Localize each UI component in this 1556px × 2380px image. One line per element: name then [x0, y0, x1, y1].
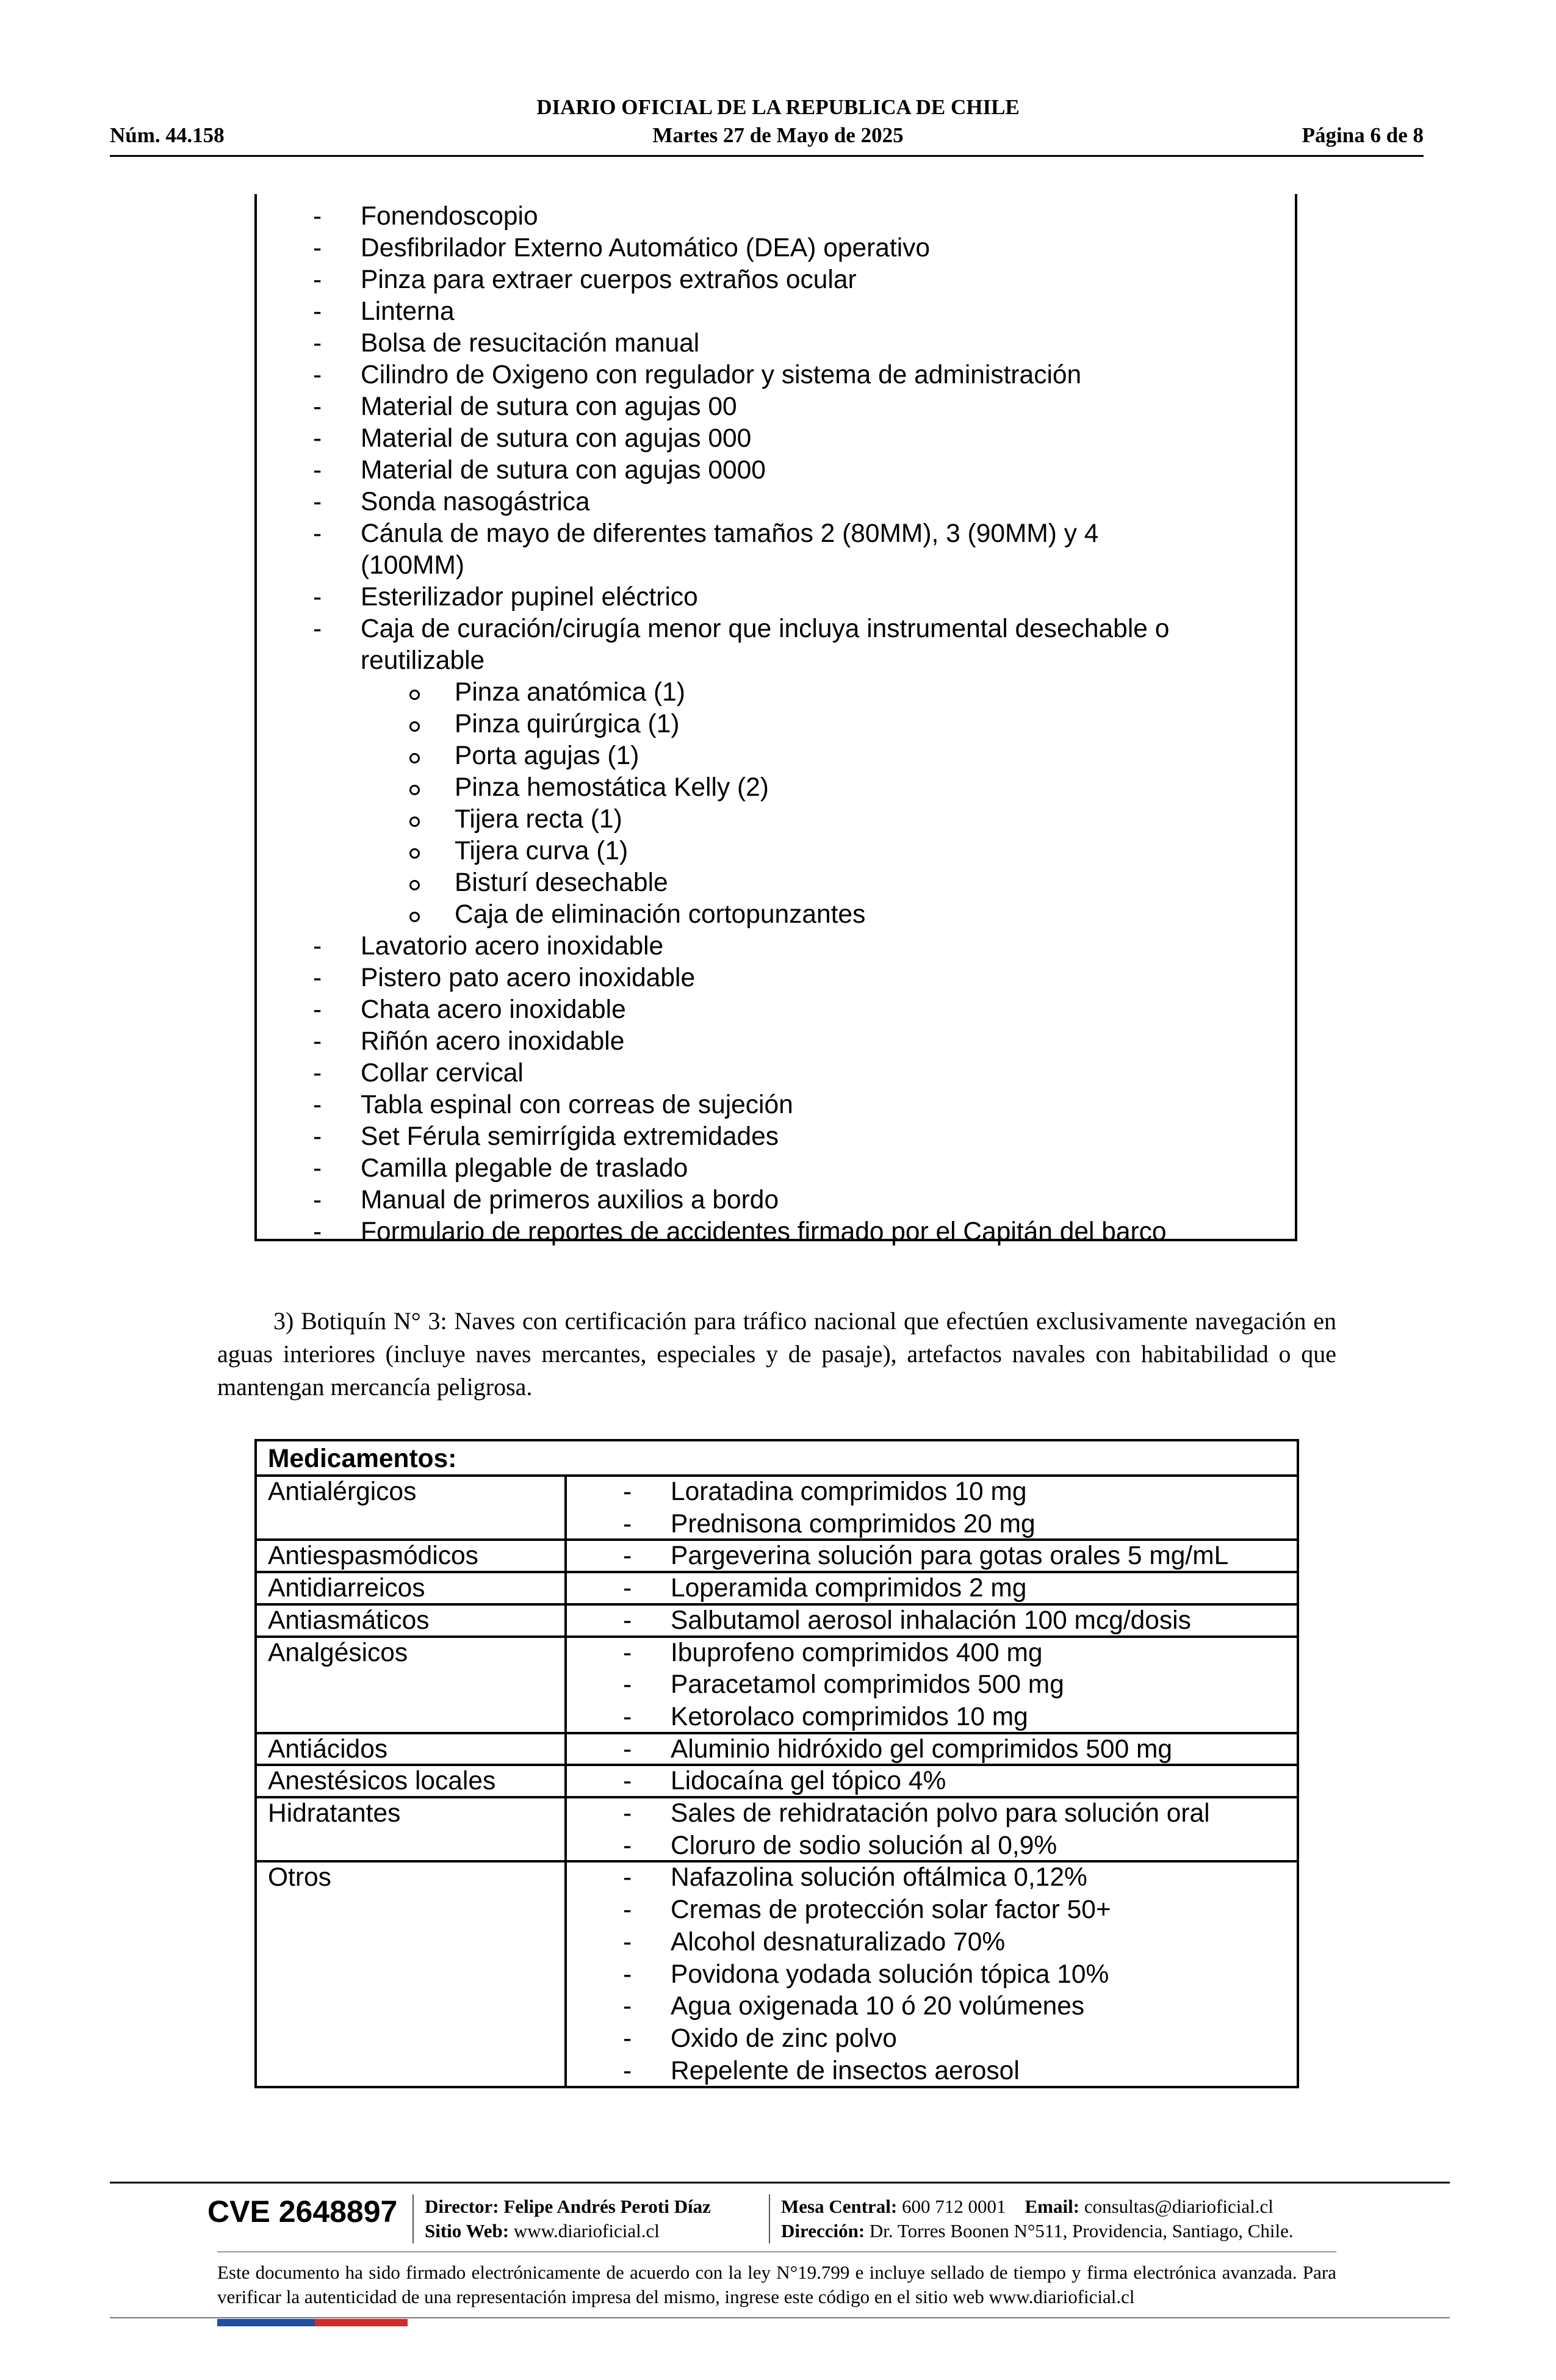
- medication-dash: -: [623, 1895, 632, 1925]
- list-item: Fonendoscopio: [361, 202, 538, 231]
- medication-item: Paracetamol comprimidos 500 mg: [671, 1670, 1064, 1700]
- medications-heading: Medicamentos:: [268, 1444, 457, 1473]
- footer-divider: [110, 2182, 1450, 2183]
- list-item: (100MM): [361, 551, 465, 580]
- director-name: Felipe Andrés Peroti Díaz: [503, 2196, 711, 2217]
- mesa-label: Mesa Central:: [781, 2196, 898, 2217]
- medication-dash: -: [623, 1992, 632, 2021]
- flag-stripe-blue: [217, 2319, 315, 2326]
- medication-item: Lidocaína gel tópico 4%: [671, 1767, 946, 1796]
- list-item: Lavatorio acero inoxidable: [361, 932, 664, 961]
- medication-category: Analgésicos: [268, 1638, 408, 1667]
- medication-category: Antiácidos: [268, 1734, 388, 1764]
- list-bullet-circle-icon: [409, 690, 420, 700]
- list-bullet-dash: -: [313, 519, 322, 548]
- list-item: reutilizable: [361, 646, 485, 675]
- medication-item: Loperamida comprimidos 2 mg: [671, 1574, 1027, 1603]
- list-bullet-circle-icon: [409, 817, 420, 827]
- equipment-list-box: [254, 194, 1297, 1246]
- medications-table: [254, 1439, 1299, 2088]
- list-item: Camilla plegable de traslado: [361, 1154, 688, 1183]
- medication-category: Otros: [268, 1863, 331, 1892]
- list-item: Bolsa de resucitación manual: [361, 329, 700, 358]
- medication-dash: -: [623, 2056, 632, 2085]
- medication-item: Alcohol desnaturalizado 70%: [671, 1927, 1006, 1956]
- list-item: Chata acero inoxidable: [361, 995, 626, 1024]
- list-bullet-dash: -: [313, 456, 322, 485]
- list-item: Cánula de mayo de diferentes tamaños 2 (80MM), 3 (90MM) y 4: [361, 519, 1099, 548]
- medication-category: Antialérgicos: [268, 1477, 417, 1506]
- list-item: Material de sutura con agujas 00: [361, 392, 737, 421]
- list-bullet-dash: -: [313, 1027, 322, 1056]
- website-line: [425, 2219, 660, 2243]
- medication-dash: -: [623, 1927, 632, 1956]
- list-item: Pinza para extraer cuerpos extraños ocular: [361, 265, 857, 294]
- list-item: Cilindro de Oxigeno con regulador y sistema de administración: [361, 361, 1082, 389]
- list-bullet-dash: -: [313, 488, 322, 516]
- list-item: Set Férula semirrígida extremidades: [361, 1122, 779, 1151]
- medication-dash: -: [623, 1606, 632, 1635]
- list-bullet-dash: -: [313, 615, 322, 643]
- contact-line: [781, 2194, 1273, 2219]
- medication-dash: -: [623, 1702, 632, 1731]
- medication-item: Salbutamol aerosol inhalación 100 mcg/dosis: [671, 1606, 1191, 1635]
- list-bullet-dash: -: [313, 361, 322, 389]
- sub-list-item: Porta agujas (1): [455, 741, 639, 770]
- address-label: Dirección:: [781, 2220, 865, 2241]
- medication-item: Sales de rehidratación polvo para solución oral: [671, 1799, 1210, 1828]
- mesa-phone: 600 712 0001: [902, 2196, 1006, 2217]
- cve-code: CVE 2648897: [207, 2194, 398, 2229]
- medication-dash: -: [623, 1509, 632, 1538]
- list-item: Riñón acero inoxidable: [361, 1027, 625, 1056]
- list-bullet-dash: -: [313, 1122, 322, 1151]
- medication-item: Pargeverina solución para gotas orales 5 mg/mL: [671, 1542, 1229, 1571]
- list-item: Linterna: [361, 297, 455, 326]
- list-item: Esterilizador pupinel eléctrico: [361, 583, 698, 611]
- medication-dash: -: [623, 1799, 632, 1828]
- list-bullet-circle-icon: [409, 848, 420, 859]
- email-link[interactable]: consultas@diarioficial.cl: [1084, 2196, 1273, 2217]
- list-bullet-circle-icon: [409, 785, 420, 795]
- list-bullet-dash: -: [313, 329, 322, 358]
- list-bullet-dash: -: [313, 995, 322, 1024]
- footer-inner-divider: [217, 2251, 1336, 2252]
- list-bullet-dash: -: [313, 265, 322, 294]
- medication-item: Prednisona comprimidos 20 mg: [671, 1509, 1036, 1538]
- medication-category: Anestésicos locales: [268, 1767, 496, 1796]
- medication-dash: -: [623, 2024, 632, 2053]
- medication-dash: -: [623, 1767, 632, 1796]
- medication-dash: -: [623, 1477, 632, 1506]
- medication-category: Hidratantes: [268, 1799, 401, 1828]
- newspaper-title: DIARIO OFICIAL DE LA REPUBLICA DE CHILE: [536, 95, 1020, 119]
- list-item: Desfibrilador Externo Automático (DEA) operativo: [361, 234, 931, 262]
- sub-list-item: Pinza quirúrgica (1): [455, 710, 680, 738]
- medication-dash: -: [623, 1542, 632, 1571]
- list-bullet-dash: -: [313, 234, 322, 262]
- flag-stripe-red: [315, 2319, 408, 2326]
- list-bullet-dash: -: [313, 964, 322, 992]
- medication-item: Aluminio hidróxido gel comprimidos 500 mg: [671, 1734, 1173, 1764]
- address-line: [781, 2219, 1294, 2243]
- list-item: Collar cervical: [361, 1059, 524, 1087]
- list-item: Pistero pato acero inoxidable: [361, 964, 696, 992]
- list-bullet-dash: -: [313, 392, 322, 421]
- medication-item: Nafazolina solución oftálmica 0,12%: [671, 1863, 1087, 1892]
- authenticity-note: Este documento ha sido firmado electrónicamente de acuerdo con la ley N°19.799 e incluye sellado de tiempo y firma electrónica avanzada. Para verificar la autenticidad de una representación impresa del mismo, ingrese este código en el sitio web www.diarioficial.cl: [217, 2262, 1336, 2307]
- medication-item: Agua oxigenada 10 ó 20 volúmenes: [671, 1992, 1085, 2021]
- list-bullet-dash: -: [313, 1186, 322, 1214]
- kit-3-description: 3) Botiquín N° 3: Naves con certificación para tráfico nacional que efectúen exclusivamente navegación en aguas interiores (incluye naves mercantes, especiales y de pasaje), artefactos navales con habitabilidad o que mantengan mercancía peligrosa.: [217, 1307, 1336, 1401]
- medication-item: Ibuprofeno comprimidos 400 mg: [671, 1638, 1043, 1667]
- medication-category: Antidiarreicos: [268, 1574, 425, 1603]
- website-link[interactable]: www.diarioficial.cl: [513, 2220, 660, 2241]
- list-item: Tabla espinal con correas de sujeción: [361, 1091, 793, 1119]
- list-bullet-dash: -: [313, 1154, 322, 1183]
- sub-list-item: Pinza anatómica (1): [455, 678, 685, 707]
- website-label: Sitio Web:: [425, 2220, 510, 2241]
- issue-number: Núm. 44.158: [110, 123, 225, 147]
- list-bullet-circle-icon: [409, 880, 420, 890]
- list-bullet-dash: -: [313, 297, 322, 326]
- medication-dash: -: [623, 1670, 632, 1700]
- list-item: Caja de curación/cirugía menor que incluya instrumental desechable o: [361, 615, 1170, 643]
- list-item: Formulario de reportes de accidentes firmado por el Capitán del barco: [361, 1217, 1167, 1246]
- medication-item: Povidona yodada solución tópica 10%: [671, 1960, 1109, 1989]
- footer-bottom-divider: [110, 2317, 1450, 2318]
- page-number: Página 6 de 8: [1302, 123, 1424, 147]
- medication-item: Cloruro de sodio solución al 0,9%: [671, 1831, 1057, 1860]
- medication-dash: -: [623, 1734, 632, 1764]
- medication-item: Ketorolaco comprimidos 10 mg: [671, 1702, 1028, 1731]
- footer-separator: [412, 2194, 414, 2243]
- sub-list-item: Bisturí desechable: [455, 868, 668, 897]
- list-item: Material de sutura con agujas 0000: [361, 456, 766, 485]
- list-bullet-dash: -: [313, 1091, 322, 1119]
- medication-dash: -: [623, 1831, 632, 1860]
- address-value: Dr. Torres Boonen N°511, Providencia, Santiago, Chile.: [869, 2220, 1294, 2241]
- list-bullet-dash: -: [313, 932, 322, 961]
- sub-list-item: Tijera curva (1): [455, 837, 629, 865]
- medication-item: Cremas de protección solar factor 50+: [671, 1895, 1111, 1925]
- footer-separator: [769, 2194, 770, 2243]
- list-bullet-circle-icon: [409, 912, 420, 922]
- list-item: Material de sutura con agujas 000: [361, 424, 752, 453]
- issue-date: Martes 27 de Mayo de 2025: [652, 123, 904, 147]
- list-bullet-dash: -: [313, 1217, 322, 1246]
- medication-item: Oxido de zinc polvo: [671, 2024, 897, 2053]
- director-label: Director:: [425, 2196, 499, 2217]
- list-item: Sonda nasogástrica: [361, 488, 590, 516]
- medication-dash: -: [623, 1638, 632, 1667]
- list-bullet-circle-icon: [409, 753, 420, 763]
- header-divider: [110, 155, 1424, 157]
- list-bullet-dash: -: [313, 1059, 322, 1087]
- list-bullet-circle-icon: [409, 721, 420, 732]
- medication-item: Loratadina comprimidos 10 mg: [671, 1477, 1027, 1506]
- medication-item: Repelente de insectos aerosol: [671, 2056, 1020, 2085]
- table-column-divider: [564, 1474, 567, 2086]
- list-bullet-dash: -: [313, 583, 322, 611]
- email-label: Email:: [1025, 2196, 1080, 2217]
- list-bullet-dash: -: [313, 202, 322, 231]
- sub-list-item: Pinza hemostática Kelly (2): [455, 773, 769, 802]
- list-item: Manual de primeros auxilios a bordo: [361, 1186, 779, 1214]
- sub-list-item: Caja de eliminación cortopunzantes: [455, 900, 866, 929]
- director-line: [425, 2194, 711, 2219]
- medication-category: Antiasmáticos: [268, 1606, 430, 1635]
- medication-dash: -: [623, 1574, 632, 1603]
- medication-dash: -: [623, 1960, 632, 1989]
- sub-list-item: Tijera recta (1): [455, 805, 622, 834]
- list-bullet-dash: -: [313, 424, 322, 453]
- medication-category: Antiespasmódicos: [268, 1542, 478, 1571]
- medication-dash: -: [623, 1863, 632, 1892]
